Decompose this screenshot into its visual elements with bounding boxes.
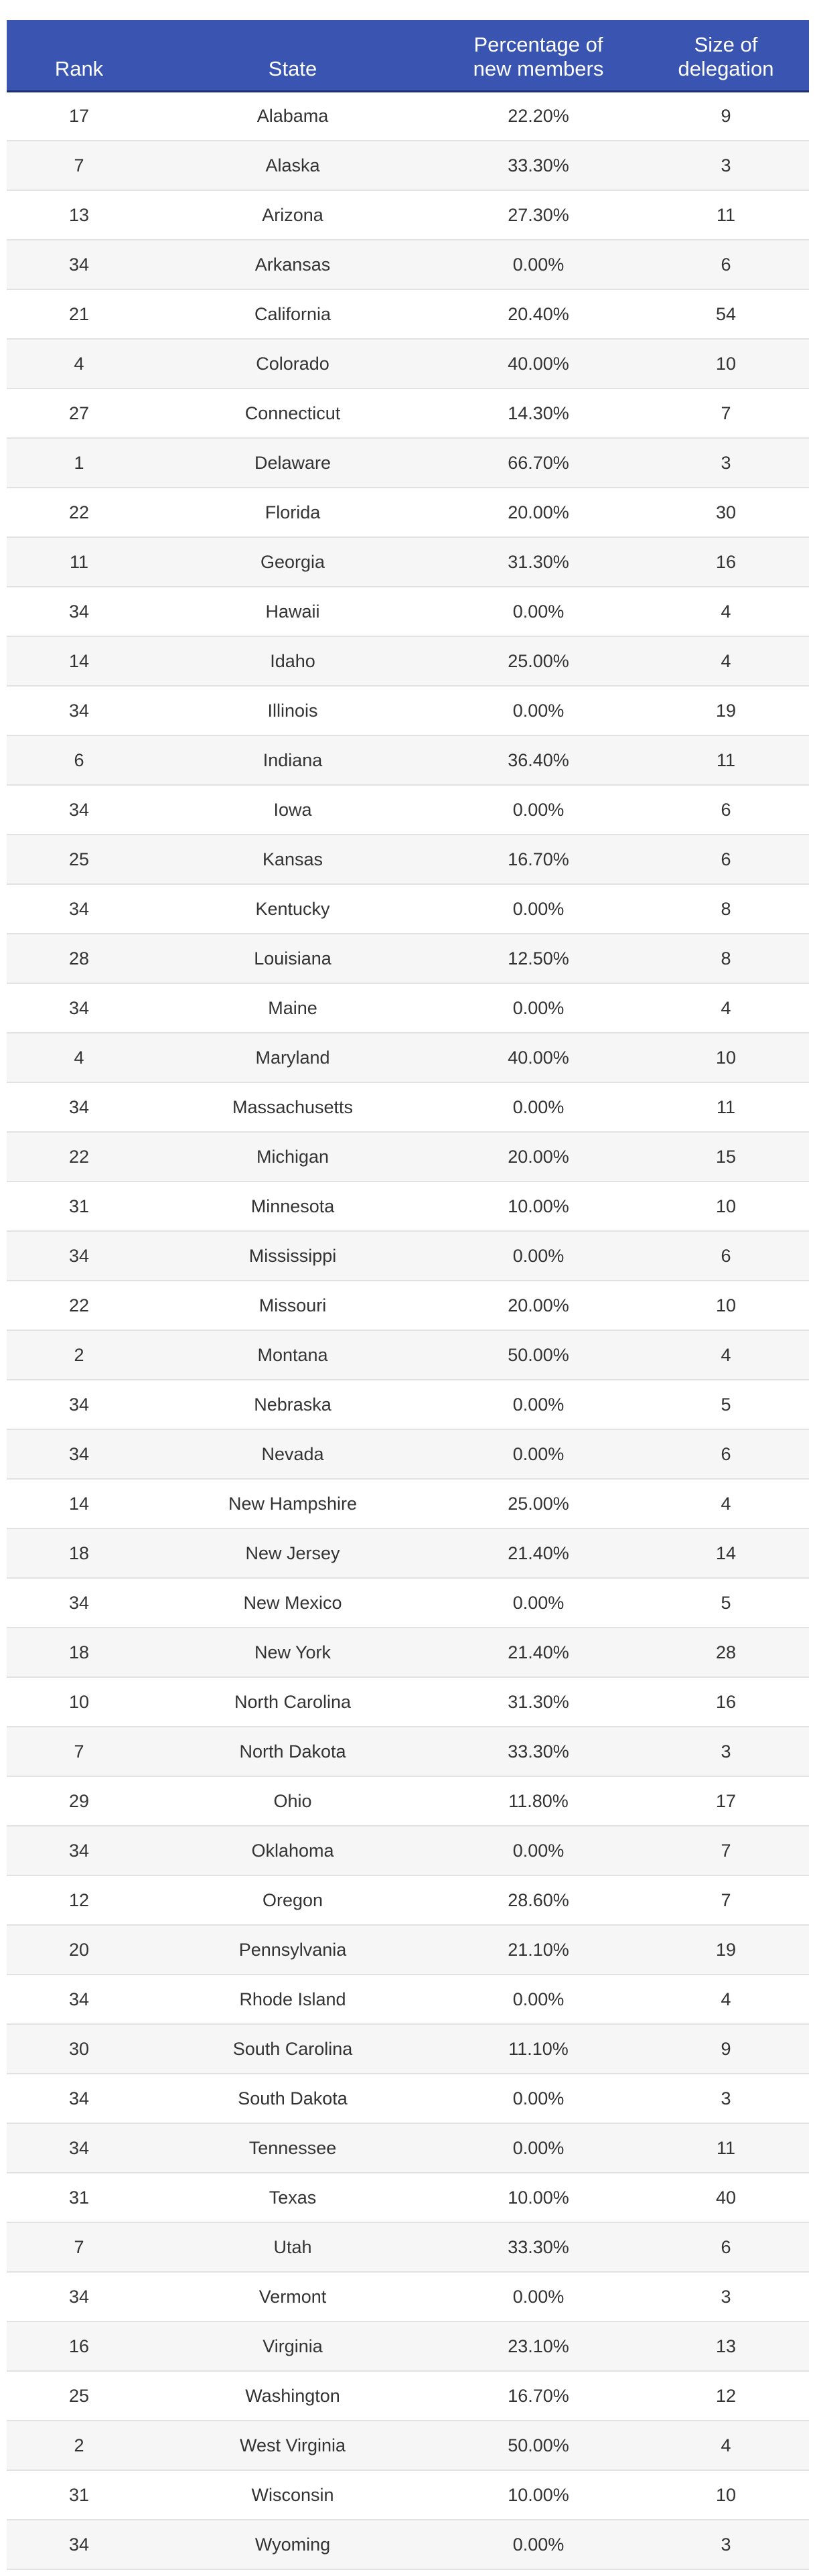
table-row <box>7 1479 809 1528</box>
cell-percentage: 50.00% <box>434 1330 643 1380</box>
table-row <box>7 91 809 141</box>
cell-percentage: 0.00% <box>434 587 643 636</box>
table-row <box>7 884 809 934</box>
cell-state: Georgia <box>151 537 434 587</box>
cell-size: 11 <box>643 735 809 785</box>
table-row <box>7 1528 809 1578</box>
table-header <box>7 20 809 91</box>
cell-state: Michigan <box>151 1132 434 1182</box>
cell-state: California <box>151 289 434 339</box>
cell-rank: 34 <box>7 686 151 735</box>
header-rank[interactable] <box>7 20 151 91</box>
cell-state: Washington <box>151 2371 434 2421</box>
cell-rank: 11 <box>7 537 151 587</box>
cell-rank: 34 <box>7 587 151 636</box>
cell-state: New Mexico <box>151 1578 434 1628</box>
cell-size: 4 <box>643 983 809 1033</box>
cell-size: 4 <box>643 636 809 686</box>
cell-state: Tennessee <box>151 2123 434 2173</box>
cell-size: 3 <box>643 2074 809 2123</box>
cell-percentage: 0.00% <box>434 1975 643 2024</box>
cell-size: 4 <box>643 1479 809 1528</box>
header-percentage-line1: Percentage of <box>473 32 603 56</box>
cell-size: 10 <box>643 1033 809 1082</box>
cell-rank: 27 <box>7 388 151 438</box>
cell-size: 9 <box>643 2024 809 2074</box>
table-row <box>7 1826 809 1875</box>
table-row <box>7 190 809 240</box>
cell-state: Missouri <box>151 1281 434 1330</box>
cell-size: 28 <box>643 1628 809 1677</box>
cell-size: 19 <box>643 1925 809 1975</box>
cell-state: Hawaii <box>151 587 434 636</box>
cell-size: 10 <box>643 2470 809 2520</box>
table-row <box>7 2123 809 2173</box>
header-state[interactable] <box>151 20 434 91</box>
cell-state: Idaho <box>151 636 434 686</box>
cell-state: Colorado <box>151 339 434 388</box>
cell-state: Louisiana <box>151 934 434 983</box>
cell-state: Texas <box>151 2173 434 2222</box>
cell-percentage: 50.00% <box>434 2421 643 2470</box>
cell-rank: 7 <box>7 2222 151 2272</box>
cell-state: Utah <box>151 2222 434 2272</box>
cell-rank: 34 <box>7 785 151 835</box>
cell-percentage: 16.70% <box>434 835 643 884</box>
table-row <box>7 2024 809 2074</box>
table-row <box>7 1429 809 1479</box>
table-row <box>7 488 809 537</box>
cell-percentage: 22.20% <box>434 91 643 141</box>
cell-state: Montana <box>151 1330 434 1380</box>
cell-rank: 34 <box>7 2520 151 2569</box>
cell-percentage: 25.00% <box>434 636 643 686</box>
cell-size: 3 <box>643 2272 809 2321</box>
cell-state: Kansas <box>151 835 434 884</box>
cell-rank: 18 <box>7 1528 151 1578</box>
cell-percentage: 40.00% <box>434 339 643 388</box>
cell-size: 3 <box>643 2520 809 2569</box>
table-row <box>7 339 809 388</box>
cell-size: 7 <box>643 388 809 438</box>
cell-percentage: 0.00% <box>434 2520 643 2569</box>
cell-rank: 34 <box>7 240 151 289</box>
table-row <box>7 1281 809 1330</box>
cell-rank: 34 <box>7 1578 151 1628</box>
cell-state: South Carolina <box>151 2024 434 2074</box>
cell-size: 14 <box>643 1528 809 1578</box>
cell-state: Massachusetts <box>151 1082 434 1132</box>
table-row <box>7 686 809 735</box>
table-row <box>7 1132 809 1182</box>
cell-state: North Carolina <box>151 1677 434 1727</box>
cell-state: Illinois <box>151 686 434 735</box>
cell-size: 6 <box>643 240 809 289</box>
cell-percentage: 12.50% <box>434 934 643 983</box>
table-row <box>7 1578 809 1628</box>
cell-size: 54 <box>643 289 809 339</box>
cell-state: Pennsylvania <box>151 1925 434 1975</box>
table-row <box>7 1231 809 1281</box>
cell-percentage: 20.00% <box>434 1281 643 1330</box>
cell-rank: 34 <box>7 884 151 934</box>
cell-state: Arizona <box>151 190 434 240</box>
cell-percentage: 31.30% <box>434 537 643 587</box>
cell-percentage: 0.00% <box>434 1578 643 1628</box>
cell-state: Connecticut <box>151 388 434 438</box>
cell-state: Ohio <box>151 1776 434 1826</box>
table-row <box>7 1677 809 1727</box>
cell-size: 6 <box>643 2222 809 2272</box>
cell-size: 40 <box>643 2173 809 2222</box>
cell-rank: 2 <box>7 1330 151 1380</box>
cell-rank: 1 <box>7 438 151 488</box>
cell-percentage: 21.40% <box>434 1528 643 1578</box>
cell-rank: 4 <box>7 1033 151 1082</box>
cell-state: Mississippi <box>151 1231 434 1281</box>
table-row <box>7 636 809 686</box>
cell-rank: 30 <box>7 2024 151 2074</box>
cell-percentage: 0.00% <box>434 240 643 289</box>
cell-state: New Jersey <box>151 1528 434 1578</box>
cell-rank: 17 <box>7 91 151 141</box>
table-row <box>7 2371 809 2421</box>
cell-rank: 34 <box>7 1231 151 1281</box>
cell-rank: 21 <box>7 289 151 339</box>
cell-size: 3 <box>643 438 809 488</box>
table-row <box>7 587 809 636</box>
cell-percentage: 20.00% <box>434 1132 643 1182</box>
cell-state: Oregon <box>151 1875 434 1925</box>
cell-size: 10 <box>643 339 809 388</box>
cell-percentage: 20.40% <box>434 289 643 339</box>
cell-state: Oklahoma <box>151 1826 434 1875</box>
cell-rank: 6 <box>7 735 151 785</box>
cell-state: North Dakota <box>151 1727 434 1776</box>
cell-state: Nebraska <box>151 1380 434 1429</box>
header-size[interactable] <box>643 20 809 91</box>
cell-percentage: 33.30% <box>434 141 643 190</box>
cell-state: Arkansas <box>151 240 434 289</box>
cell-percentage: 40.00% <box>434 1033 643 1082</box>
cell-rank: 34 <box>7 1380 151 1429</box>
cell-percentage: 10.00% <box>434 2173 643 2222</box>
cell-percentage: 27.30% <box>434 190 643 240</box>
cell-rank: 10 <box>7 1677 151 1727</box>
table-row <box>7 1182 809 1231</box>
table-row <box>7 1776 809 1826</box>
cell-rank: 34 <box>7 2272 151 2321</box>
cell-size: 6 <box>643 1231 809 1281</box>
cell-percentage: 20.00% <box>434 488 643 537</box>
header-row <box>7 20 809 91</box>
table-row <box>7 2272 809 2321</box>
cell-state: Florida <box>151 488 434 537</box>
cell-percentage: 0.00% <box>434 1826 643 1875</box>
cell-size: 16 <box>643 537 809 587</box>
header-percentage-line2: new members <box>473 56 604 80</box>
header-state-label: State <box>268 56 317 80</box>
table-row <box>7 240 809 289</box>
cell-percentage: 0.00% <box>434 884 643 934</box>
cell-size: 4 <box>643 587 809 636</box>
cell-rank: 34 <box>7 1429 151 1479</box>
state-new-members-table <box>7 20 809 2570</box>
cell-size: 15 <box>643 1132 809 1182</box>
table-row <box>7 289 809 339</box>
cell-state: Iowa <box>151 785 434 835</box>
cell-rank: 34 <box>7 1975 151 2024</box>
cell-size: 13 <box>643 2321 809 2371</box>
cell-rank: 7 <box>7 1727 151 1776</box>
cell-state: Alaska <box>151 141 434 190</box>
cell-state: Indiana <box>151 735 434 785</box>
table-row <box>7 1380 809 1429</box>
table-row <box>7 537 809 587</box>
cell-rank: 12 <box>7 1875 151 1925</box>
cell-size: 11 <box>643 190 809 240</box>
cell-rank: 31 <box>7 2470 151 2520</box>
cell-percentage: 0.00% <box>434 2272 643 2321</box>
table-row <box>7 735 809 785</box>
cell-size: 9 <box>643 91 809 141</box>
table-row <box>7 785 809 835</box>
cell-percentage: 21.40% <box>434 1628 643 1677</box>
cell-size: 4 <box>643 1975 809 2024</box>
cell-size: 5 <box>643 1578 809 1628</box>
cell-percentage: 0.00% <box>434 2123 643 2173</box>
cell-rank: 22 <box>7 1132 151 1182</box>
table-row <box>7 2222 809 2272</box>
cell-rank: 22 <box>7 1281 151 1330</box>
header-size-line2: delegation <box>678 56 774 80</box>
cell-percentage: 23.10% <box>434 2321 643 2371</box>
cell-percentage: 33.30% <box>434 2222 643 2272</box>
cell-size: 30 <box>643 488 809 537</box>
cell-rank: 34 <box>7 2074 151 2123</box>
cell-rank: 34 <box>7 1826 151 1875</box>
cell-size: 5 <box>643 1380 809 1429</box>
header-rank-label: Rank <box>54 56 104 80</box>
data-table-container <box>7 20 809 2570</box>
cell-size: 6 <box>643 1429 809 1479</box>
cell-rank: 18 <box>7 1628 151 1677</box>
cell-state: Wisconsin <box>151 2470 434 2520</box>
cell-percentage: 31.30% <box>434 1677 643 1727</box>
cell-rank: 31 <box>7 1182 151 1231</box>
cell-percentage: 10.00% <box>434 2470 643 2520</box>
cell-percentage: 14.30% <box>434 388 643 438</box>
cell-state: New Hampshire <box>151 1479 434 1528</box>
table-row <box>7 835 809 884</box>
table-row <box>7 1628 809 1677</box>
table-row <box>7 1925 809 1975</box>
table-row <box>7 1330 809 1380</box>
table-row <box>7 2520 809 2569</box>
header-size-line1: Size of <box>694 32 758 56</box>
cell-size: 7 <box>643 1875 809 1925</box>
cell-state: Vermont <box>151 2272 434 2321</box>
table-row <box>7 388 809 438</box>
cell-size: 6 <box>643 785 809 835</box>
cell-size: 10 <box>643 1182 809 1231</box>
cell-size: 12 <box>643 2371 809 2421</box>
cell-size: 7 <box>643 1826 809 1875</box>
cell-percentage: 0.00% <box>434 1231 643 1281</box>
cell-size: 10 <box>643 1281 809 1330</box>
table-row <box>7 2173 809 2222</box>
table-row <box>7 983 809 1033</box>
cell-percentage: 11.10% <box>434 2024 643 2074</box>
cell-state: West Virginia <box>151 2421 434 2470</box>
cell-size: 11 <box>643 2123 809 2173</box>
cell-state: Alabama <box>151 91 434 141</box>
cell-rank: 34 <box>7 983 151 1033</box>
cell-rank: 4 <box>7 339 151 388</box>
cell-rank: 2 <box>7 2421 151 2470</box>
cell-state: South Dakota <box>151 2074 434 2123</box>
cell-percentage: 16.70% <box>434 2371 643 2421</box>
cell-state: Minnesota <box>151 1182 434 1231</box>
table-row <box>7 1727 809 1776</box>
cell-state: New York <box>151 1628 434 1677</box>
cell-size: 4 <box>643 2421 809 2470</box>
cell-size: 11 <box>643 1082 809 1132</box>
cell-size: 8 <box>643 884 809 934</box>
cell-rank: 7 <box>7 141 151 190</box>
cell-size: 19 <box>643 686 809 735</box>
cell-state: Nevada <box>151 1429 434 1479</box>
cell-percentage: 0.00% <box>434 2074 643 2123</box>
cell-size: 3 <box>643 1727 809 1776</box>
table-row <box>7 2421 809 2470</box>
cell-rank: 25 <box>7 835 151 884</box>
cell-rank: 34 <box>7 2123 151 2173</box>
cell-rank: 14 <box>7 636 151 686</box>
table-row <box>7 1875 809 1925</box>
table-row <box>7 2321 809 2371</box>
cell-rank: 34 <box>7 1082 151 1132</box>
cell-percentage: 21.10% <box>434 1925 643 1975</box>
table-row <box>7 141 809 190</box>
cell-rank: 20 <box>7 1925 151 1975</box>
cell-state: Virginia <box>151 2321 434 2371</box>
cell-percentage: 25.00% <box>434 1479 643 1528</box>
cell-rank: 22 <box>7 488 151 537</box>
cell-percentage: 0.00% <box>434 686 643 735</box>
cell-size: 8 <box>643 934 809 983</box>
cell-state: Delaware <box>151 438 434 488</box>
table-row <box>7 2074 809 2123</box>
cell-percentage: 0.00% <box>434 983 643 1033</box>
cell-percentage: 10.00% <box>434 1182 643 1231</box>
cell-rank: 29 <box>7 1776 151 1826</box>
table-body <box>7 91 809 2569</box>
cell-percentage: 28.60% <box>434 1875 643 1925</box>
cell-state: Maryland <box>151 1033 434 1082</box>
cell-percentage: 36.40% <box>434 735 643 785</box>
table-row <box>7 438 809 488</box>
cell-rank: 16 <box>7 2321 151 2371</box>
cell-size: 4 <box>643 1330 809 1380</box>
cell-percentage: 0.00% <box>434 785 643 835</box>
cell-rank: 13 <box>7 190 151 240</box>
table-row <box>7 1082 809 1132</box>
table-row <box>7 1033 809 1082</box>
table-row <box>7 934 809 983</box>
cell-state: Maine <box>151 983 434 1033</box>
table-row <box>7 1975 809 2024</box>
cell-state: Kentucky <box>151 884 434 934</box>
cell-rank: 14 <box>7 1479 151 1528</box>
cell-rank: 31 <box>7 2173 151 2222</box>
cell-state: Rhode Island <box>151 1975 434 2024</box>
cell-percentage: 0.00% <box>434 1429 643 1479</box>
header-percentage[interactable] <box>434 20 643 91</box>
cell-size: 16 <box>643 1677 809 1727</box>
cell-size: 3 <box>643 141 809 190</box>
cell-percentage: 66.70% <box>434 438 643 488</box>
cell-state: Wyoming <box>151 2520 434 2569</box>
cell-percentage: 11.80% <box>434 1776 643 1826</box>
cell-size: 6 <box>643 835 809 884</box>
cell-percentage: 0.00% <box>434 1082 643 1132</box>
cell-rank: 25 <box>7 2371 151 2421</box>
cell-percentage: 0.00% <box>434 1380 643 1429</box>
cell-rank: 28 <box>7 934 151 983</box>
table-row <box>7 2470 809 2520</box>
cell-percentage: 33.30% <box>434 1727 643 1776</box>
cell-size: 17 <box>643 1776 809 1826</box>
